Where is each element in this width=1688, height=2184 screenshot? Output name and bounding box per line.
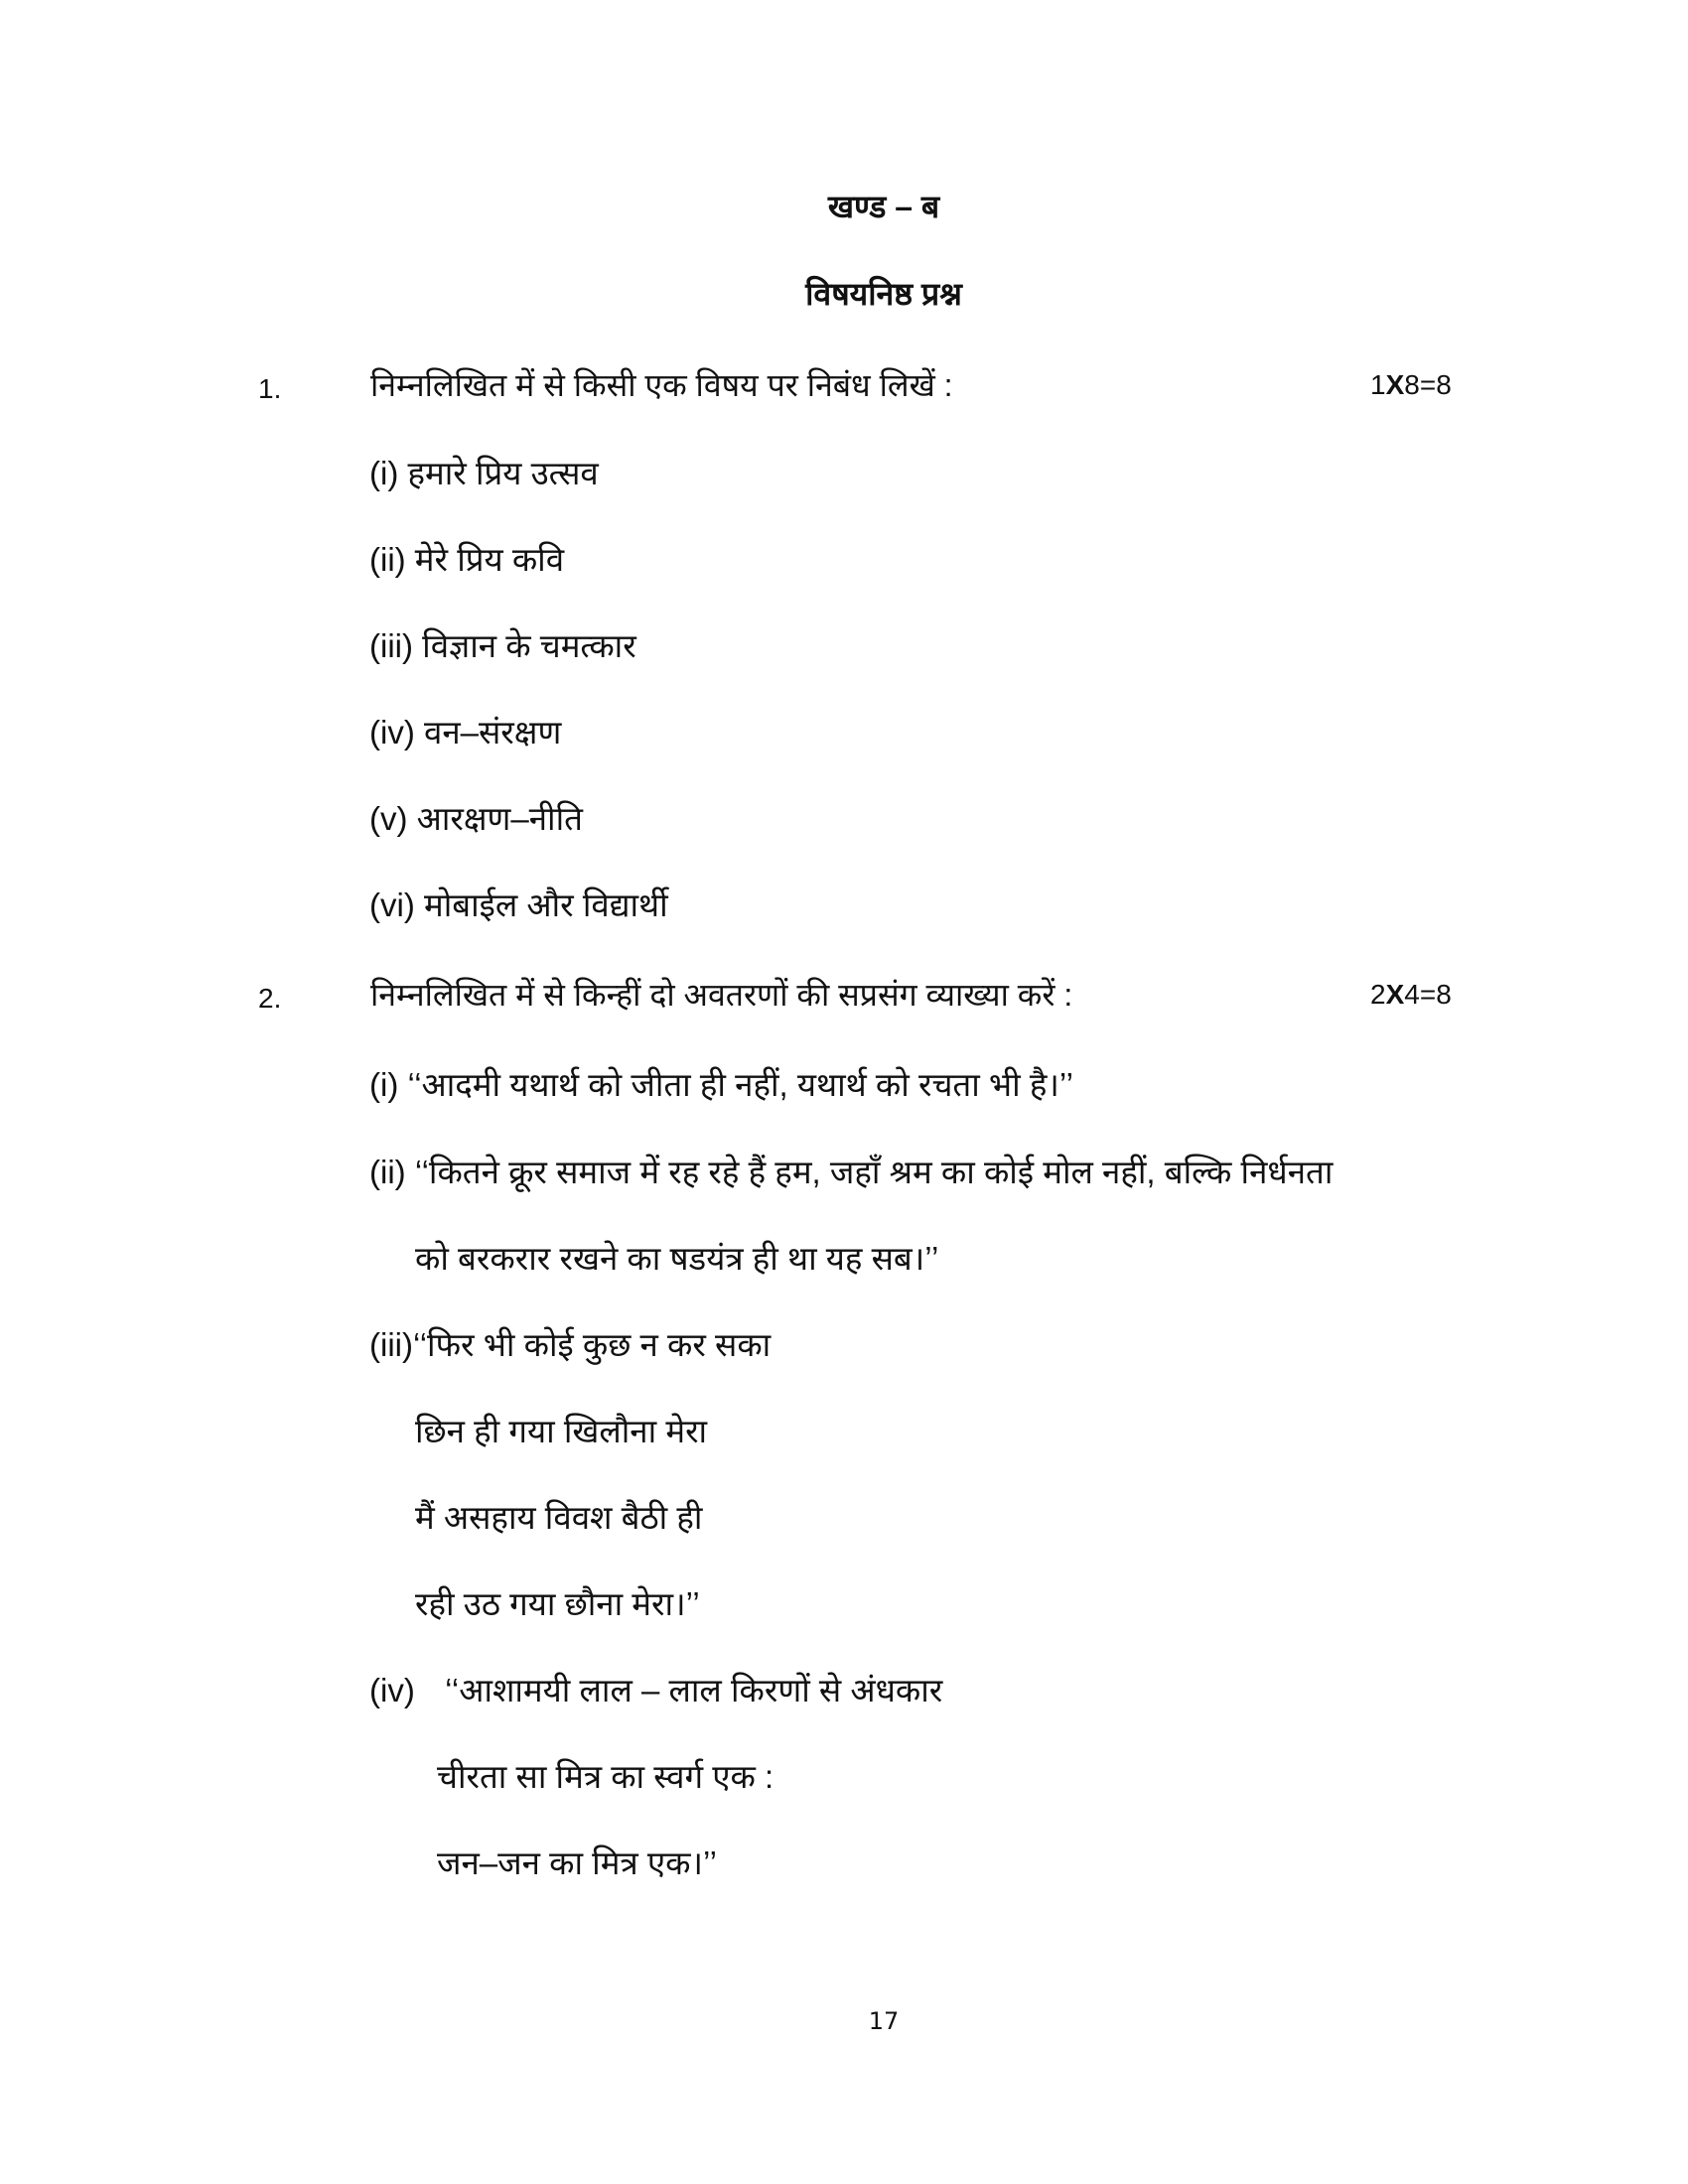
passage-line: ‘‘कितने क्रूर समाज में रह रहे हैं हम, जहाँ श्रम का कोई मोल नहीं, बल्कि निर्धनता xyxy=(414,1154,1334,1190)
passage-line: ‘‘फिर भी कोई कुछ न कर सका xyxy=(412,1326,772,1363)
essay-option-1: (i) हमारे प्रिय उत्सव xyxy=(369,455,599,491)
passage-3 xyxy=(369,1328,771,1361)
passage-label: (i) xyxy=(369,1066,399,1103)
passage-label: (iv) xyxy=(369,1672,415,1708)
passage-label: (ii) xyxy=(369,1154,406,1190)
passage-2 xyxy=(369,1156,1333,1188)
passage-3-line-4: रही उठ गया छौना मेरा।’’ xyxy=(415,1585,700,1622)
essay-option-2: (ii) मेरे प्रिय कवि xyxy=(369,541,565,578)
essay-option-5: (v) आरक्षण–नीति xyxy=(369,800,583,837)
page-number: 17 xyxy=(868,2007,900,2035)
passage-4 xyxy=(369,1674,942,1706)
passage-4-line-3: जन–जन का मित्र एक।’’ xyxy=(437,1844,718,1881)
section-heading: खण्ड – ब xyxy=(827,189,940,224)
question-2-number: 2. xyxy=(258,983,282,1014)
essay-option-4: (iv) वन–संरक्षण xyxy=(369,714,562,751)
question-1-marks: 1X8=8 xyxy=(1370,369,1452,400)
passage-label: (iii) xyxy=(369,1326,413,1363)
essay-option-6: (vi) मोबाईल और विद्यार्थी xyxy=(369,887,668,923)
passage-line: ‘‘आदमी यथार्थ को जीता ही नहीं, यथार्थ को रचता भी है।’’ xyxy=(407,1066,1073,1103)
passage-3-line-3: मैं असहाय विवश बैठी ही xyxy=(415,1499,703,1536)
question-1-number: 1. xyxy=(258,373,282,404)
question-2-marks: 2X4=8 xyxy=(1370,979,1452,1010)
passage-1 xyxy=(369,1068,1073,1101)
passage-line: ‘‘आशामयी लाल – लाल किरणों से अंधकार xyxy=(445,1672,943,1708)
passage-3-line-2: छिन ही गया खिलौना मेरा xyxy=(415,1413,708,1449)
passage-4-line-2: चीरता सा मित्र का स्वर्ग एक : xyxy=(437,1758,774,1795)
section-subtitle: विषयनिष्ठ प्रश्न xyxy=(805,276,962,312)
question-1-prompt: निम्नलिखित में से किसी एक विषय पर निबंध लिखें : xyxy=(370,367,953,403)
question-2-prompt: निम्नलिखित में से किन्हीं दो अवतरणों की सप्रसंग व्याख्या करें : xyxy=(370,977,1073,1013)
essay-option-3: (iii) विज्ञान के चमत्कार xyxy=(369,627,636,664)
passage-2-line-2: को बरकरार रखने का षडयंत्र ही था यह सब।’’ xyxy=(415,1240,939,1277)
